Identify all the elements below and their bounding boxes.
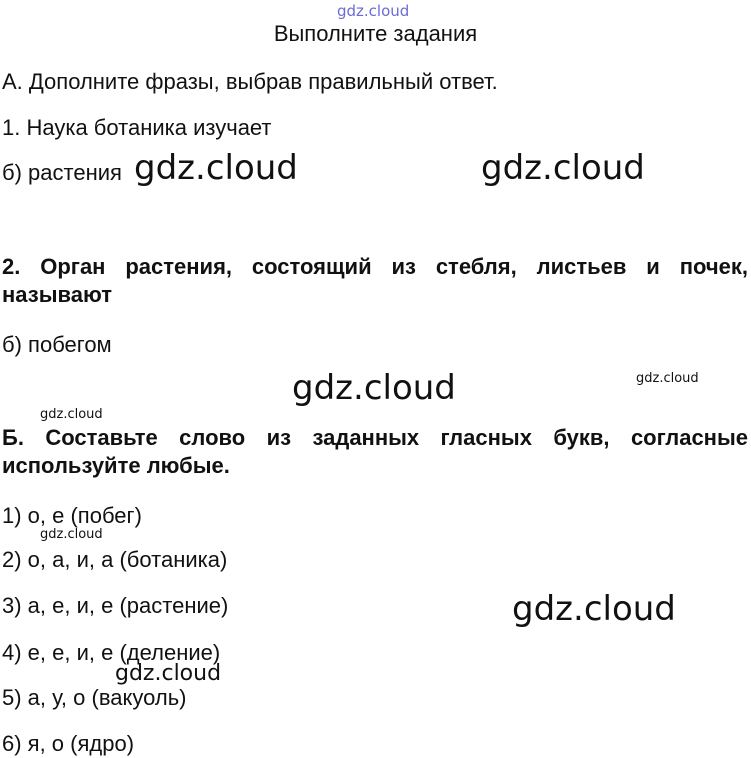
list-item-4: 4) е, е, и, е (деление) xyxy=(2,640,221,665)
watermark: gdz.cloud xyxy=(481,148,645,188)
answer-1: б) растения xyxy=(2,160,122,185)
watermark: gdz.cloud xyxy=(134,148,298,188)
list-item-2: 2) о, а, и, а (ботаника) xyxy=(2,547,228,572)
question-2: 2. Орган растения, состоящий из стебля, листьев и почек, называют xyxy=(2,254,748,307)
watermark: gdz.cloud xyxy=(292,368,456,408)
watermark: gdz.cloud xyxy=(40,527,103,542)
watermark: gdz.cloud xyxy=(636,371,699,386)
list-item-5: 5) а, у, о (вакуоль) xyxy=(2,685,187,710)
question-1: 1. Наука ботаника изучает xyxy=(2,115,272,140)
watermark-top: gdz.cloud xyxy=(337,2,410,20)
list-item-1: 1) о, е (побег) xyxy=(2,503,142,528)
answer-2: б) побегом xyxy=(2,332,112,357)
list-item-6: 6) я, о (ядро) xyxy=(2,731,135,756)
list-item-3: 3) а, е, и, е (растение) xyxy=(2,593,229,618)
section-a-heading: А. Дополните фразы, выбрав правильный ответ. xyxy=(2,69,498,94)
watermark: gdz.cloud xyxy=(40,407,103,422)
watermark: gdz.cloud xyxy=(115,661,222,686)
watermark: gdz.cloud xyxy=(512,589,676,629)
page-title: Выполните задания xyxy=(273,21,478,46)
section-b-heading: Б. Составьте слово из заданных гласных букв, согласные используйте любые. xyxy=(2,425,748,478)
